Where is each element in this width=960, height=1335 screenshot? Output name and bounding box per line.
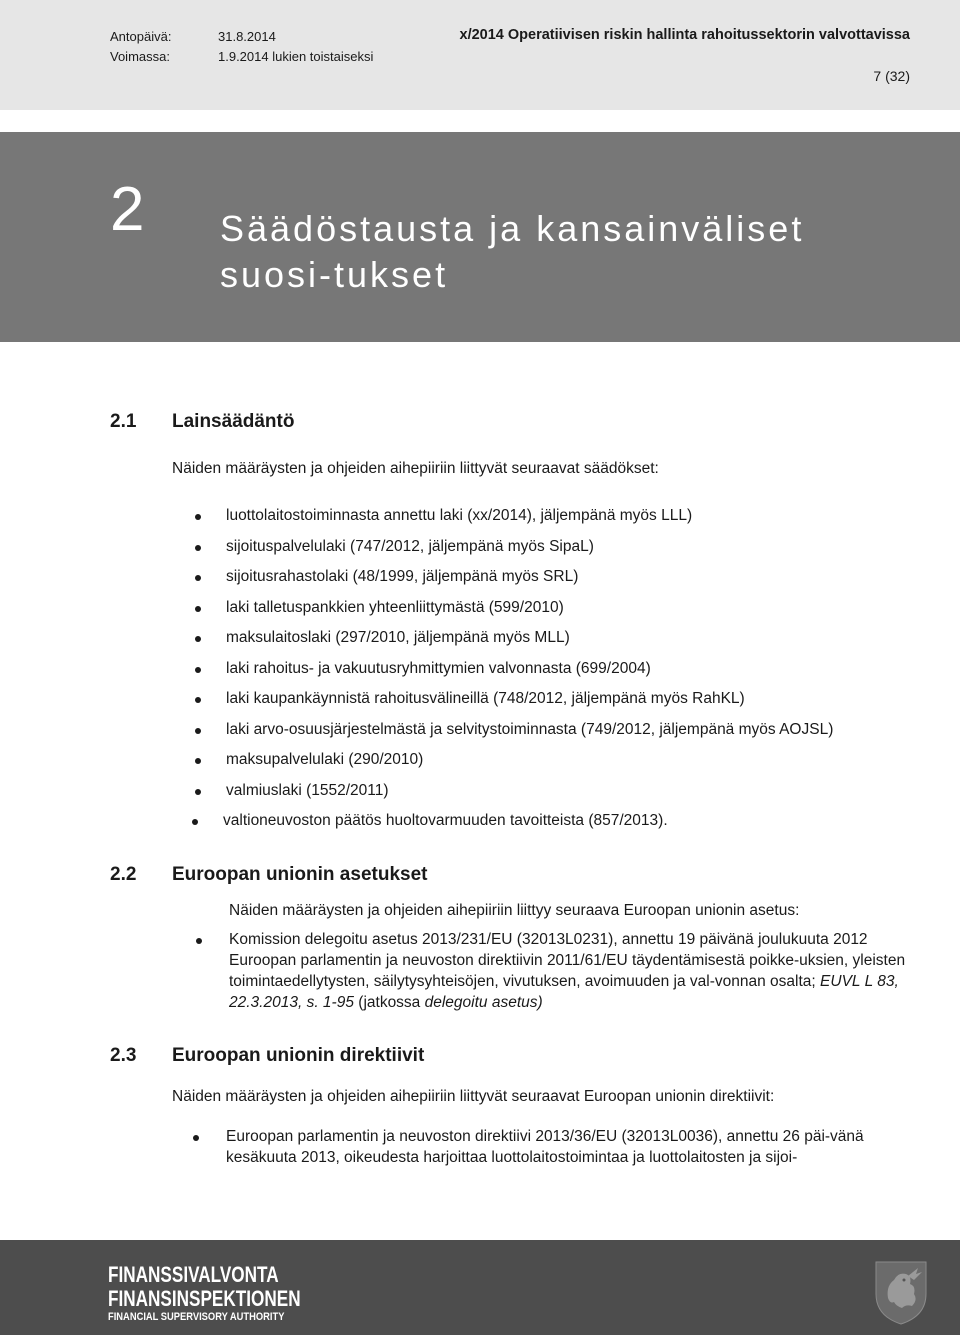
bullet-icon (195, 545, 201, 551)
document-title: x/2014 Operatiivisen riskin hallinta rahoitussektorin valvottavissa (459, 27, 910, 43)
section-number: 2.3 (110, 1045, 137, 1066)
section-number: 2.1 (110, 411, 137, 432)
oj-reference: EUVL L 83, 22.3.2013, s. 1-95 (229, 973, 899, 1011)
bullet-icon (195, 758, 201, 764)
bullet-icon (195, 514, 201, 520)
list-item: laki arvo-osuusjärjestelmästä ja selvitystoiminnasta (749/2012, jäljempänä myös AOJSL) (226, 720, 833, 751)
directive-item: Euroopan parlamentin ja neuvoston direktiivi 2013/36/EU (32013L0036), annettu 26 päi-vänä kesäkuuta 2013, oikeudesta harjoittaa luottolaitostoimintaa ja luottolaitosten ja sijoi- (226, 1126, 912, 1168)
list-item: valtioneuvoston päätös huoltovarmuuden tavoitteista (857/2013). (223, 811, 830, 842)
list-item: luottolaitostoiminnasta annettu laki (xx/2014), jäljempänä myös LLL) (226, 506, 833, 537)
section-2-1-intro: Näiden määräysten ja ohjeiden aihepiiriin liittyvät seuraavat säädökset: (172, 460, 659, 477)
page-footer (0, 1240, 960, 1335)
section-title: Euroopan unionin asetukset (172, 864, 428, 885)
regulation-item: Komission delegoitu asetus 2013/231/EU (32013L0231), annettu 19 päivänä joulukuuta 2012 Euroopan parlamentin ja neuvoston direktiivin 2011/61/EU täydentämisestä poikke-uksien, yleisten toimintaedellytysten, säilytysyhteisöjen, vivutuksen, avoimuuden ja val-vonnan osalta; EUVL L 83, 22.3.2013, s. 1-95 (jatkossa delegoitu asetus) (229, 929, 913, 1013)
chapter-title: Säädöstausta ja kansainväliset suosi-tukset (220, 208, 805, 295)
list-item: sijoitusrahastolaki (48/1999, jäljempänä myös SRL) (226, 567, 833, 598)
section-title: Lainsäädäntö (172, 411, 295, 432)
antopaiva-value: 31.8.2014 (218, 29, 276, 44)
list-item: laki kaupankäynnistä rahoitusvälineillä (748/2012, jäljempänä myös RahKL) (226, 689, 833, 720)
legislation-list (223, 506, 834, 842)
bullet-icon (195, 606, 201, 612)
logo-line-1: FINANSSIVALVONTA (108, 1262, 279, 1287)
document-header (0, 0, 960, 110)
chapter-number: 2 (110, 175, 145, 244)
bullet-icon (195, 697, 201, 703)
antopaiva-label: Antopäivä: (110, 29, 172, 44)
voimassa-label: Voimassa: (110, 49, 170, 64)
bullet-icon (195, 789, 201, 795)
chapter-banner (0, 132, 960, 342)
bullet-icon (195, 636, 201, 642)
voimassa-value: 1.9.2014 lukien toistaiseksi (218, 49, 374, 64)
list-item: maksupalvelulaki (290/2010) (226, 750, 833, 781)
bullet-icon (195, 667, 201, 673)
bullet-icon (193, 1135, 199, 1141)
list-item: sijoituspalvelulaki (747/2012, jäljempänä myös SipaL) (226, 537, 833, 568)
section-2-3-intro: Näiden määräysten ja ohjeiden aihepiiriin liittyvät seuraavat Euroopan unionin direktiivit: (172, 1088, 775, 1105)
list-item: laki rahoitus- ja vakuutusryhmittymien valvonnasta (699/2004) (226, 659, 833, 690)
section-number: 2.2 (110, 864, 137, 885)
logo-line-2: FINANSINSPEKTIONEN (108, 1286, 301, 1311)
alias-term: delegoitu asetus) (424, 994, 543, 1011)
lion-emblem-icon (864, 1254, 938, 1328)
bullet-icon (195, 575, 201, 581)
list-item: valmiuslaki (1552/2011) (226, 781, 833, 812)
logo-line-3: FINANCIAL SUPERVISORY AUTHORITY (108, 1311, 285, 1323)
list-item: maksulaitoslaki (297/2010, jäljempänä myös MLL) (226, 628, 833, 659)
section-title: Euroopan unionin direktiivit (172, 1045, 425, 1066)
bullet-icon (195, 728, 201, 734)
bullet-icon (192, 819, 198, 825)
list-item: laki talletuspankkien yhteenliittymästä (599/2010) (226, 598, 833, 629)
bullet-icon (196, 938, 202, 944)
page-number: 7 (32) (873, 68, 910, 84)
section-2-2-intro: Näiden määräysten ja ohjeiden aihepiiriin liittyy seuraava Euroopan unionin asetus: (229, 902, 800, 919)
